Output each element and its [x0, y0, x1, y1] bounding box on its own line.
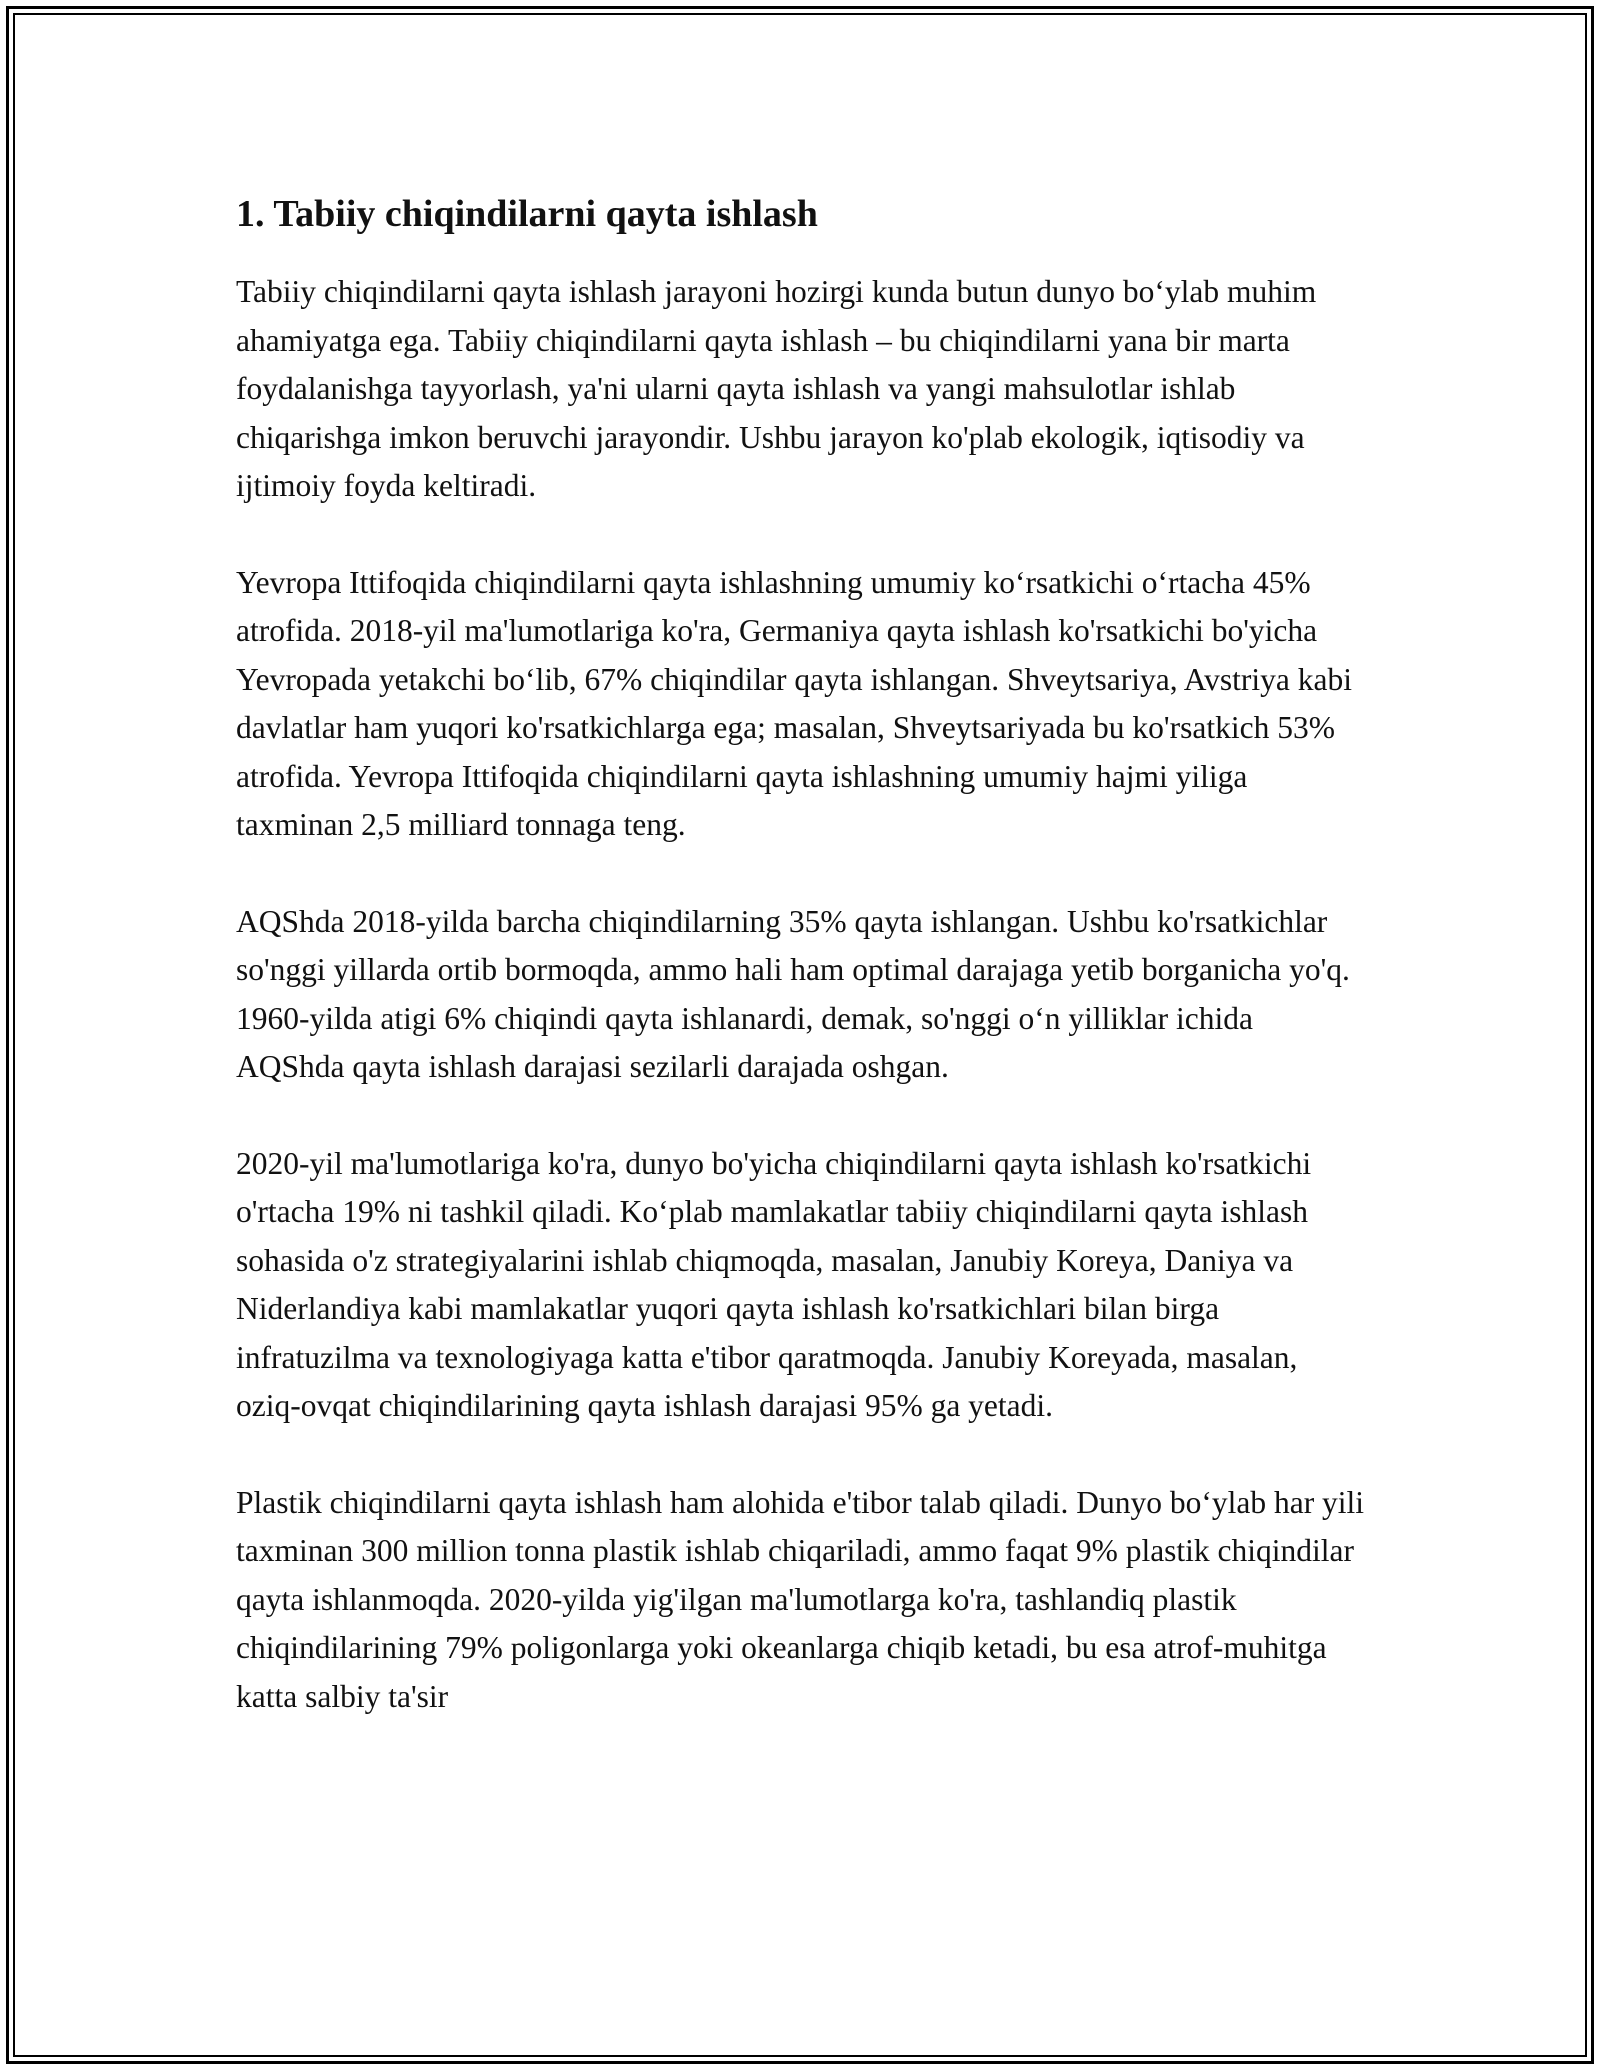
- paragraph-intro: Tabiiy chiqindilarni qayta ishlash jarayoni hozirgi kunda butun dunyo bo‘ylab muhim ahamiyatga ega. Tabiiy chiqindilarni qayta ishlash – bu chiqindilarni yana bir marta foydalanishga tayyorlash, ya'ni ularni qayta ishlash va yangi mahsulotlar ishlab chiqarishga imkon beruvchi jarayondir. Ushbu jarayon ko'plab ekologik, iqtisodiy va ijtimoiy foyda keltiradi.: [236, 274, 1317, 503]
- document-body: [236, 188, 1366, 1769]
- section-heading: 1. Tabiiy chiqindilarni qayta ishlash: [236, 193, 818, 235]
- paragraph-usa: AQShda 2018-yilda barcha chiqindilarning 35% qayta ishlangan. Ushbu ko'rsatkichlar so'nggi yillarda ortib bormoqda, ammo hali ham optimal darajaga yetib borganicha yo'q. 1960-yilda atigi 6% chiqindi qayta ishlanardi, demak, so'nggi o‘n yilliklar ichida AQShda qayta ishlash darajasi sezilarli darajada oshgan.: [236, 903, 1350, 1084]
- paragraph-world: 2020-yil ma'lumotlariga ko'ra, dunyo bo'yicha chiqindilarni qayta ishlash ko'rsatkichi o'rtacha 19% ni tashkil qiladi. Ko‘plab mamlakatlar tabiiy chiqindilarni qayta ishlash sohasida o'z strategiyalarini ishlab chiqmoqda, masalan, Janubiy Koreya, Daniya va Niderlandiya kabi mamlakatlar yuqori qayta ishlash ko'rsatkichlari bilan birga infratuzilma va texnologiyaga katta e'tibor qaratmoqda. Janubiy Koreyada, masalan, oziq-ovqat chiqindilarining qayta ishlash darajasi 95% ga yetadi.: [236, 1145, 1312, 1423]
- paragraph-plastic: Plastik chiqindilarni qayta ishlash ham alohida e'tibor talab qiladi. Dunyo bo‘ylab har yili taxminan 300 million tonna plastik ishlab chiqariladi, ammo faqat 9% plastik chiqindilar qayta ishlanmoqda. 2020-yilda yig'ilgan ma'lumotlarga ko'ra, tashlandiq plastik chiqindilarining 79% poligonlarga yoki okeanlarga chiqib ketadi, bu esa atrof-muhitga katta salbiy ta'sir: [236, 1484, 1365, 1714]
- paragraph-europe: Yevropa Ittifoqida chiqindilarni qayta ishlashning umumiy ko‘rsatkichi o‘rtacha 45% atrofida. 2018-yil ma'lumotlariga ko'ra, Germaniya qayta ishlash ko'rsatkichi bo'yicha Yevropada yetakchi bo‘lib, 67% chiqindilar qayta ishlangan. Shveytsariya, Avstriya kabi davlatlar ham yuqori ko'rsatkichlarga ega; masalan, Shveytsariyada bu ko'rsatkich 53% atrofida. Yevropa Ittifoqida chiqindilarni qayta ishlashning umumiy hajmi yiliga taxminan 2,5 milliard tonnaga teng.: [236, 564, 1352, 842]
